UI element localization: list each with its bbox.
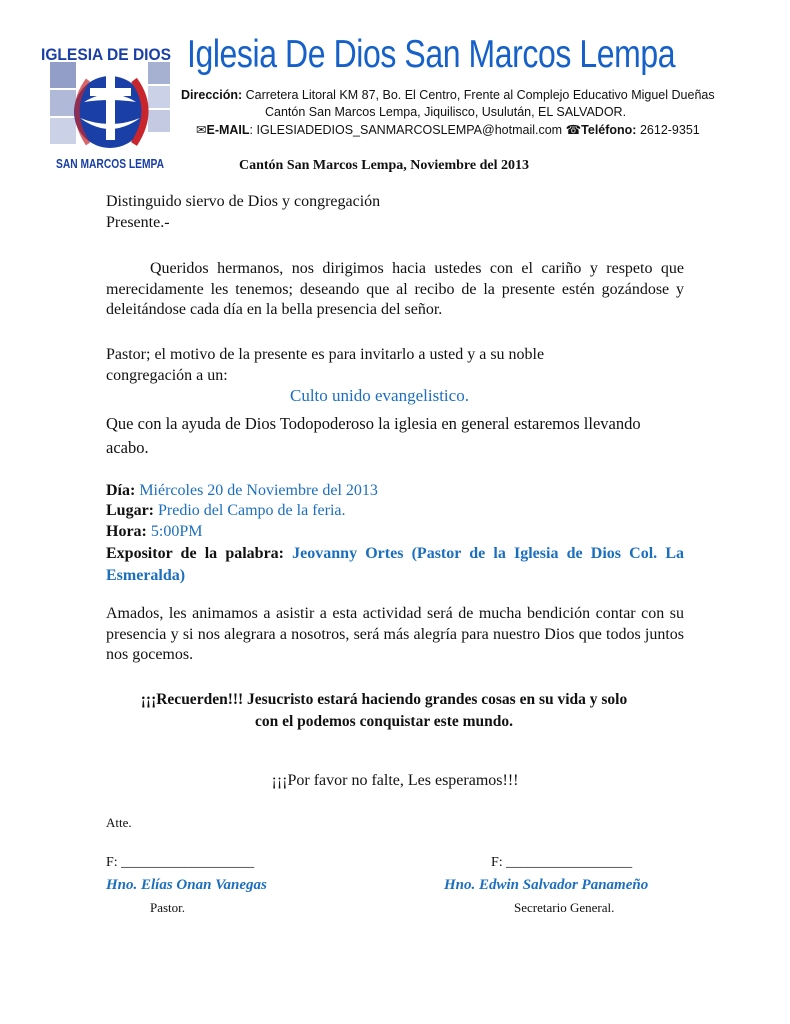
detail-place — [106, 501, 684, 522]
atte: Atte. — [106, 815, 132, 830]
time-value: 5:00PM — [146, 523, 203, 540]
detail-day — [106, 481, 684, 502]
phone-value: 2612-9351 — [636, 123, 700, 137]
speaker-value: Jeovanny Ortes (Pastor de la Iglesia de Dios Col. La Esmeralda) — [106, 545, 685, 584]
detail-speaker — [106, 543, 684, 586]
telephone-icon: ☎ — [565, 123, 582, 137]
email-label: E-MAIL — [206, 123, 250, 137]
greeting-line-1: Distinguido siervo de Dios y congregación — [106, 193, 381, 210]
detail-time — [106, 522, 684, 543]
signature-line-pastor: F: ___________________ — [106, 855, 255, 870]
speaker-label: Expositor de la palabra: — [106, 545, 284, 562]
paragraph-1: Queridos hermanos, nos dirigimos hacia ustedes con el cariño y respeto que merecidamente les tenemos; deseando que al recibo de la presente estén gozándose y deleitándose cada día en la bella presencia del señor. — [106, 260, 684, 318]
event-title: Culto unido evangelistico. — [290, 386, 469, 405]
signature-name-pastor: Hno. Elías Onan Vanegas — [106, 877, 267, 893]
envelope-icon: ✉ — [196, 123, 207, 137]
closing-line: ¡¡¡Por favor no falte, Les esperamos!!! — [271, 772, 519, 789]
church-logo — [36, 40, 176, 175]
address-value: Carretera Litoral KM 87, Bo. El Centro, Frente al Complejo Educativo Miguel Dueñas — [245, 88, 715, 102]
paragraph-3: Que con la ayuda de Dios Todopoderoso la iglesia en general estaremos llevando acabo. — [106, 414, 641, 457]
paragraph-4: Amados, les animamos a asistir a esta actividad será de mucha bendición contar con su presencia y si nos alegrara a nosotros, será más alegría para nuestro Dios que todos juntos nos gocemos. — [106, 605, 684, 663]
contact-line — [196, 122, 700, 137]
signature-role-secretary: Secretario General. — [514, 900, 615, 915]
signature-name-secretary: Hno. Edwin Salvador Panameño — [444, 877, 649, 893]
address-line-2: Cantón San Marcos Lempa, Jiquilisco, Usulután, EL SALVADOR. — [265, 105, 627, 119]
address-label: Dirección: — [181, 88, 243, 102]
address-line-1 — [181, 88, 715, 102]
reminder-line-1: ¡¡¡Recuerden!!! Jesucristo estará haciendo grandes cosas en su vida y solo — [140, 691, 628, 708]
signature-line-secretary: F: __________________ — [491, 855, 633, 870]
logo-bottom-text: SAN MARCOS LEMPA — [56, 156, 165, 171]
reminder-line-2: con el podemos conquistar este mundo. — [254, 713, 514, 730]
signature-role-pastor: Pastor. — [150, 900, 186, 915]
place-label: Lugar: — [106, 502, 154, 519]
logo-top-text: IGLESIA DE DIOS — [41, 45, 171, 64]
greeting-line-2: Presente.- — [106, 214, 170, 231]
place-value: Predio del Campo de la feria. — [154, 502, 346, 519]
church-title: Iglesia De Dios San Marcos Lempa — [187, 33, 676, 76]
phone-label: Teléfono: — [581, 123, 637, 137]
place-date: Cantón San Marcos Lempa, Noviembre del 2013 — [239, 158, 529, 173]
reminder — [60, 689, 708, 733]
paragraph-2: Pastor; el motivo de la presente es para invitarlo a usted y a su noble congregación a un: — [106, 346, 545, 384]
day-value: Miércoles 20 de Noviembre del 2013 — [135, 482, 378, 499]
time-label: Hora: — [106, 523, 147, 540]
email-value: : IGLESIADEDIOS_SANMARCOSLEMPA@hotmail.com — [249, 123, 563, 137]
day-label: Día: — [106, 482, 136, 499]
